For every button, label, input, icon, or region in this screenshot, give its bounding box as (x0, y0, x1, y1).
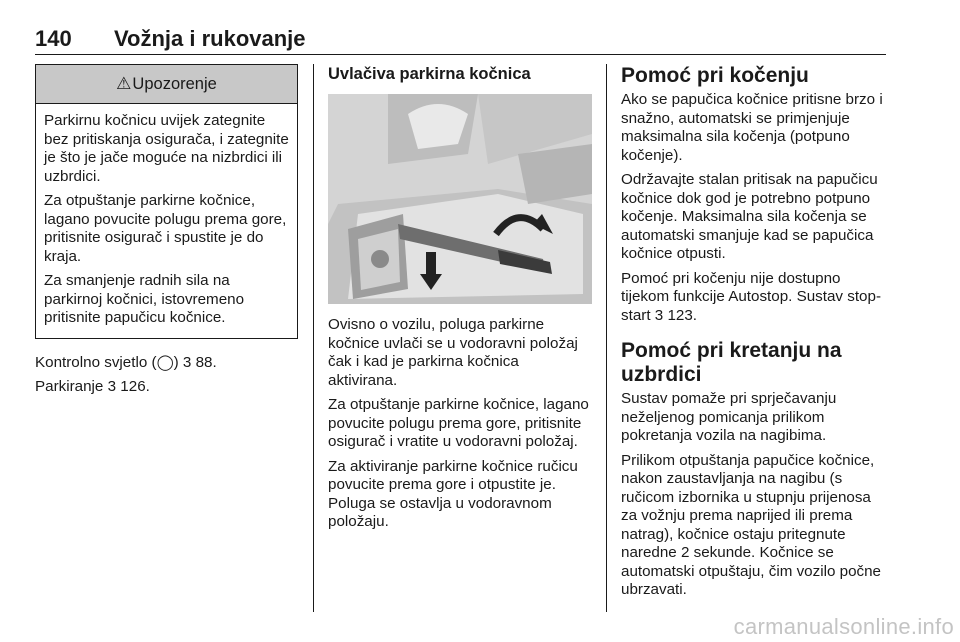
parking-brake-image (328, 94, 592, 304)
section-heading: Uvlačiva parkirna kočnica (328, 65, 531, 83)
body-paragraph: Održavajte stalan pritisak na papučicu kočnice dok god je potrebno potpuno kočenje. Maksimalna sila kočenja se automatski smanjuje kad se papučica kočnice otpusti. (621, 171, 878, 262)
page-number: 140 (35, 26, 72, 51)
column-divider-2 (606, 64, 607, 612)
column-1 (35, 64, 299, 403)
section-heading: Pomoć pri kočenju (621, 64, 809, 87)
warning-header (36, 65, 297, 104)
body-paragraph: Za otpuštanje parkirne kočnice, lagano povucite polugu prema gore, pritisnite osigurač i vratite u vodoravni položaj. (328, 396, 589, 450)
parking-brake-illustration (328, 94, 592, 304)
reference-arrow-icon: 3 (654, 306, 664, 324)
cross-reference: Kontrolno svjetlo (◯) 3 88. (35, 353, 217, 371)
page-reference[interactable]: 88. (195, 353, 217, 371)
column-divider-1 (313, 64, 314, 612)
warning-title: Upozorenje (132, 74, 217, 93)
page-title: Vožnja i rukovanje (114, 26, 306, 51)
warning-paragraph: Parkirnu kočnicu uvijek zategnite bez pritiskanja osigurača, i zategnite je što je jače moguće na nizbrdici ili uzbrdici. (44, 112, 289, 185)
warning-light-symbol: (◯) (151, 353, 179, 371)
section-heading: Pomoć pri kretanju na uzbrdici (621, 339, 842, 386)
warning-paragraph: Za otpuštanje parkirne kočnice, lagano povucite polugu prema gore, pritisnite osigurač i spustite je do kraja. (44, 192, 287, 265)
page-reference[interactable]: 123. (667, 306, 698, 324)
body-paragraph: Ovisno o vozilu, poluga parkirne kočnice uvlači se u vodoravni položaj čak i kad je parkirna kočnica aktivirana. (328, 316, 578, 389)
page-reference[interactable]: 126. (120, 378, 150, 395)
body-paragraph: Za aktiviranje parkirne kočnice ručicu povucite prema gore i otpustite je. Poluga se ostavlja u vodoravnom položaju. (328, 457, 578, 530)
warning-body (36, 104, 297, 338)
reference-arrow-icon: 3 (182, 353, 192, 371)
warning-paragraph: Za smanjenje radnih sila na parkirnoj kočnici, istovremeno pritisnite papučicu kočnice. (44, 272, 245, 326)
column-2 (328, 64, 592, 538)
reference-arrow-icon: 3 (107, 378, 117, 395)
column-3 (621, 64, 887, 606)
body-paragraph: Prilikom otpuštanja papučice kočnice, nakon zaustavljanja na nagibu (s ručicom izbornika u stupnju prijenosa za vožnju prema naprijed ili prema natrag), kočnice ostaju pritegnute naredne 2 sekunde. Kočnice se automatski otpuštaju, čim vozilo počne ubrzavati. (621, 451, 882, 598)
cross-reference: Parkiranje 3 126. (35, 378, 150, 395)
warning-triangle-icon: ⚠ (116, 74, 132, 93)
body-paragraph: Sustav pomaže pri sprječavanju neželjenog pomicanja prilikom pokretanja vozila na nagibima. (621, 390, 837, 444)
warning-box (35, 64, 298, 339)
watermark: carmanualsonline.info (733, 614, 954, 639)
page-header (35, 24, 886, 55)
cross-reference: Pomoć pri kočenju nije dostupno tijekom funkcije Autostop. Sustav stop-start 3 123. (621, 269, 882, 324)
body-paragraph: Ako se papučica kočnice pritisne brzo i snažno, automatski se primjenjuje maksimalna sila kočenja (potpuno kočenje). (621, 91, 883, 164)
